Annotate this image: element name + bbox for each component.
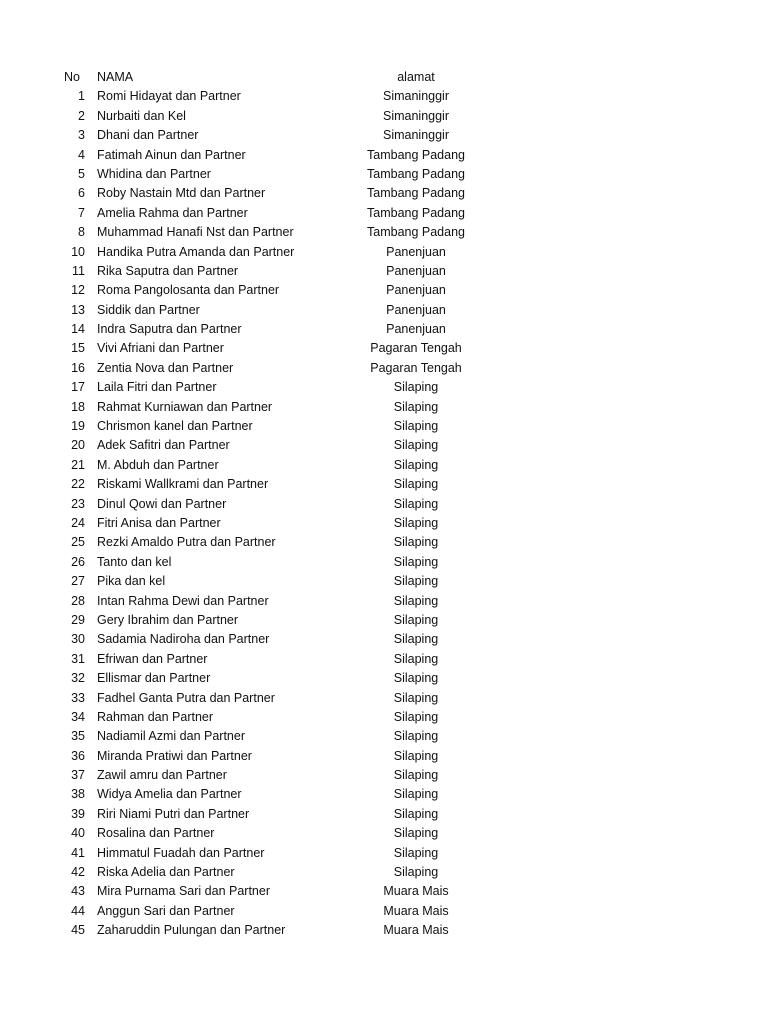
row-name: Widya Amelia dan Partner <box>97 787 242 802</box>
row-name: Anggun Sari dan Partner <box>97 903 235 918</box>
row-name: Riri Niami Putri dan Partner <box>97 806 250 821</box>
row-address: Tambang Padang <box>367 186 465 201</box>
row-number: 16 <box>71 360 85 375</box>
table-row <box>0 708 768 727</box>
row-number: 37 <box>71 768 85 783</box>
row-name: Rahmat Kurniawan dan Partner <box>97 399 273 414</box>
table-row <box>0 727 768 746</box>
table-row <box>0 281 768 300</box>
row-address: Silaping <box>393 419 439 434</box>
row-address: Tambang Padang <box>367 205 465 220</box>
row-address: Silaping <box>393 399 439 414</box>
row-number: 42 <box>71 865 85 880</box>
table-row <box>0 785 768 804</box>
table-row <box>0 146 768 165</box>
row-address: Pagaran Tengah <box>370 360 462 375</box>
row-number: 6 <box>78 186 85 201</box>
table-row <box>0 126 768 145</box>
row-number: 22 <box>71 477 85 492</box>
row-address: Silaping <box>393 632 439 647</box>
row-name: Dinul Qowi dan Partner <box>97 496 227 511</box>
row-address: Silaping <box>393 690 439 705</box>
row-name: Nadiamil Azmi dan Partner <box>97 729 245 744</box>
row-number: 19 <box>71 419 85 434</box>
row-number: 38 <box>71 787 85 802</box>
table-header-row <box>0 68 768 87</box>
table-row <box>0 359 768 378</box>
guest-list-table <box>0 68 768 941</box>
table-row <box>0 320 768 339</box>
row-address: Silaping <box>393 806 439 821</box>
row-name: Chrismon kanel dan Partner <box>97 419 253 434</box>
row-number: 41 <box>71 845 85 860</box>
table-row <box>0 572 768 591</box>
row-name: Intan Rahma Dewi dan Partner <box>97 593 269 608</box>
row-name: Rezki Amaldo Putra dan Partner <box>97 535 276 550</box>
row-name: Rika Saputra dan Partner <box>97 263 239 278</box>
row-number: 5 <box>78 166 85 181</box>
row-number: 28 <box>71 593 85 608</box>
row-number: 1 <box>78 89 85 104</box>
row-name: Romi Hidayat dan Partner <box>97 89 241 104</box>
row-address: Silaping <box>393 535 439 550</box>
row-number: 39 <box>71 806 85 821</box>
row-name: Sadamia Nadiroha dan Partner <box>97 632 270 647</box>
row-name: Roby Nastain Mtd dan Partner <box>97 186 266 201</box>
table-row <box>0 650 768 669</box>
table-row <box>0 669 768 688</box>
row-number: 3 <box>78 128 85 143</box>
row-name: Zentia Nova dan Partner <box>97 360 234 375</box>
row-number: 44 <box>71 903 85 918</box>
row-address: Silaping <box>393 826 439 841</box>
row-address: Silaping <box>393 477 439 492</box>
table-row <box>0 553 768 572</box>
row-address: Tambang Padang <box>367 225 465 240</box>
row-number: 43 <box>71 884 85 899</box>
row-number: 23 <box>71 496 85 511</box>
row-number: 27 <box>71 574 85 589</box>
row-name: Roma Pangolosanta dan Partner <box>97 283 280 298</box>
row-address: Silaping <box>393 438 439 453</box>
row-number: 11 <box>72 263 85 278</box>
row-name: Vivi Afriani dan Partner <box>97 341 224 356</box>
row-address: Silaping <box>393 554 439 569</box>
header-name: NAMA <box>97 70 134 84</box>
table-row <box>0 204 768 223</box>
row-address: Silaping <box>393 457 439 472</box>
row-address: Silaping <box>393 787 439 802</box>
table-row <box>0 417 768 436</box>
row-name: Handika Putra Amanda dan Partner <box>97 244 295 259</box>
row-name: Laila Fitri dan Partner <box>97 380 217 395</box>
row-name: Efriwan dan Partner <box>97 651 208 666</box>
row-number: 21 <box>71 457 85 472</box>
table-row <box>0 184 768 203</box>
row-name: M. Abduh dan Partner <box>97 457 219 472</box>
table-row <box>0 301 768 320</box>
row-address: Silaping <box>393 709 439 724</box>
row-name: Rahman dan Partner <box>97 709 214 724</box>
row-number: 10 <box>71 244 85 259</box>
table-row <box>0 243 768 262</box>
row-address: Silaping <box>393 768 439 783</box>
row-number: 4 <box>78 147 85 162</box>
row-address: Panenjuan <box>386 283 446 298</box>
row-name: Muhammad Hanafi Nst dan Partner <box>97 225 294 240</box>
row-name: Zawil amru dan Partner <box>97 768 227 783</box>
row-number: 15 <box>71 341 85 356</box>
row-number: 36 <box>71 748 85 763</box>
row-name: Tanto dan kel <box>97 554 172 569</box>
table-row <box>0 165 768 184</box>
row-number: 24 <box>71 515 85 530</box>
row-name: Riskami Wallkrami dan Partner <box>97 477 269 492</box>
row-address: Silaping <box>393 515 439 530</box>
row-address: Silaping <box>393 496 439 511</box>
row-address: Panenjuan <box>386 302 446 317</box>
row-name: Himmatul Fuadah dan Partner <box>97 845 265 860</box>
table-row <box>0 107 768 126</box>
row-number: 2 <box>78 108 85 123</box>
row-address: Silaping <box>393 651 439 666</box>
table-row <box>0 689 768 708</box>
table-row <box>0 747 768 766</box>
row-address: Panenjuan <box>386 244 446 259</box>
row-name: Riska Adelia dan Partner <box>97 865 235 880</box>
table-row <box>0 630 768 649</box>
row-number: 14 <box>71 322 85 337</box>
row-name: Pika dan kel <box>97 574 166 589</box>
table-row <box>0 592 768 611</box>
row-address: Panenjuan <box>386 322 446 337</box>
row-number: 7 <box>78 205 85 220</box>
table-row <box>0 456 768 475</box>
row-address: Silaping <box>393 845 439 860</box>
table-row <box>0 882 768 901</box>
row-name: Dhani dan Partner <box>97 128 199 143</box>
row-number: 17 <box>71 380 85 395</box>
table-row <box>0 824 768 843</box>
table-row <box>0 262 768 281</box>
row-address: Silaping <box>393 612 439 627</box>
table-row <box>0 805 768 824</box>
row-number: 45 <box>71 923 85 938</box>
row-number: 34 <box>71 709 85 724</box>
row-name: Fadhel Ganta Putra dan Partner <box>97 690 275 705</box>
row-number: 40 <box>71 826 85 841</box>
row-address: Panenjuan <box>386 263 446 278</box>
header-no: No <box>64 70 80 84</box>
table-row <box>0 844 768 863</box>
row-address: Silaping <box>393 865 439 880</box>
row-address: Muara Mais <box>383 903 449 918</box>
row-number: 33 <box>71 690 85 705</box>
table-row <box>0 611 768 630</box>
table-row <box>0 921 768 940</box>
row-name: Zaharuddin Pulungan dan Partner <box>97 923 286 938</box>
table-row <box>0 863 768 882</box>
row-name: Fitri Anisa dan Partner <box>97 515 221 530</box>
table-row <box>0 398 768 417</box>
row-name: Siddik dan Partner <box>97 302 200 317</box>
row-address: Pagaran Tengah <box>370 341 462 356</box>
table-row <box>0 436 768 455</box>
row-name: Amelia Rahma dan Partner <box>97 205 248 220</box>
row-name: Nurbaiti dan Kel <box>97 108 186 123</box>
row-number: 26 <box>71 554 85 569</box>
row-name: Mira Purnama Sari dan Partner <box>97 884 270 899</box>
row-address: Silaping <box>393 380 439 395</box>
row-name: Gery Ibrahim dan Partner <box>97 612 239 627</box>
row-name: Rosalina dan Partner <box>97 826 215 841</box>
row-address: Simaninggir <box>382 128 449 143</box>
table-row <box>0 339 768 358</box>
row-number: 30 <box>71 632 85 647</box>
row-name: Miranda Pratiwi dan Partner <box>97 748 252 763</box>
row-name: Fatimah Ainun dan Partner <box>97 147 246 162</box>
table-row <box>0 495 768 514</box>
table-row <box>0 514 768 533</box>
row-address: Silaping <box>393 671 439 686</box>
row-number: 8 <box>78 225 85 240</box>
table-row <box>0 378 768 397</box>
row-name: Whidina dan Partner <box>97 166 211 181</box>
row-number: 25 <box>71 535 85 550</box>
row-address: Silaping <box>393 748 439 763</box>
table-body <box>0 87 768 940</box>
table-row <box>0 902 768 921</box>
row-address: Tambang Padang <box>367 147 465 162</box>
table-row <box>0 87 768 106</box>
row-name: Indra Saputra dan Partner <box>97 322 242 337</box>
row-number: 13 <box>71 302 85 317</box>
row-address: Simaninggir <box>382 108 449 123</box>
row-address: Silaping <box>393 593 439 608</box>
row-address: Simaninggir <box>382 89 449 104</box>
header-address: alamat <box>397 70 435 84</box>
table-row <box>0 533 768 552</box>
row-address: Silaping <box>393 729 439 744</box>
row-number: 20 <box>71 438 85 453</box>
row-number: 31 <box>71 651 85 666</box>
table-row <box>0 223 768 242</box>
row-address: Silaping <box>393 574 439 589</box>
row-name: Ellismar dan Partner <box>97 671 211 686</box>
table-row <box>0 475 768 494</box>
row-number: 18 <box>71 399 85 414</box>
row-number: 12 <box>71 283 85 298</box>
row-address: Muara Mais <box>383 923 449 938</box>
row-address: Muara Mais <box>383 884 449 899</box>
row-number: 32 <box>71 671 85 686</box>
table-row <box>0 766 768 785</box>
row-address: Tambang Padang <box>367 166 465 181</box>
row-number: 35 <box>71 729 85 744</box>
row-number: 29 <box>71 612 85 627</box>
row-name: Adek Safitri dan Partner <box>97 438 230 453</box>
